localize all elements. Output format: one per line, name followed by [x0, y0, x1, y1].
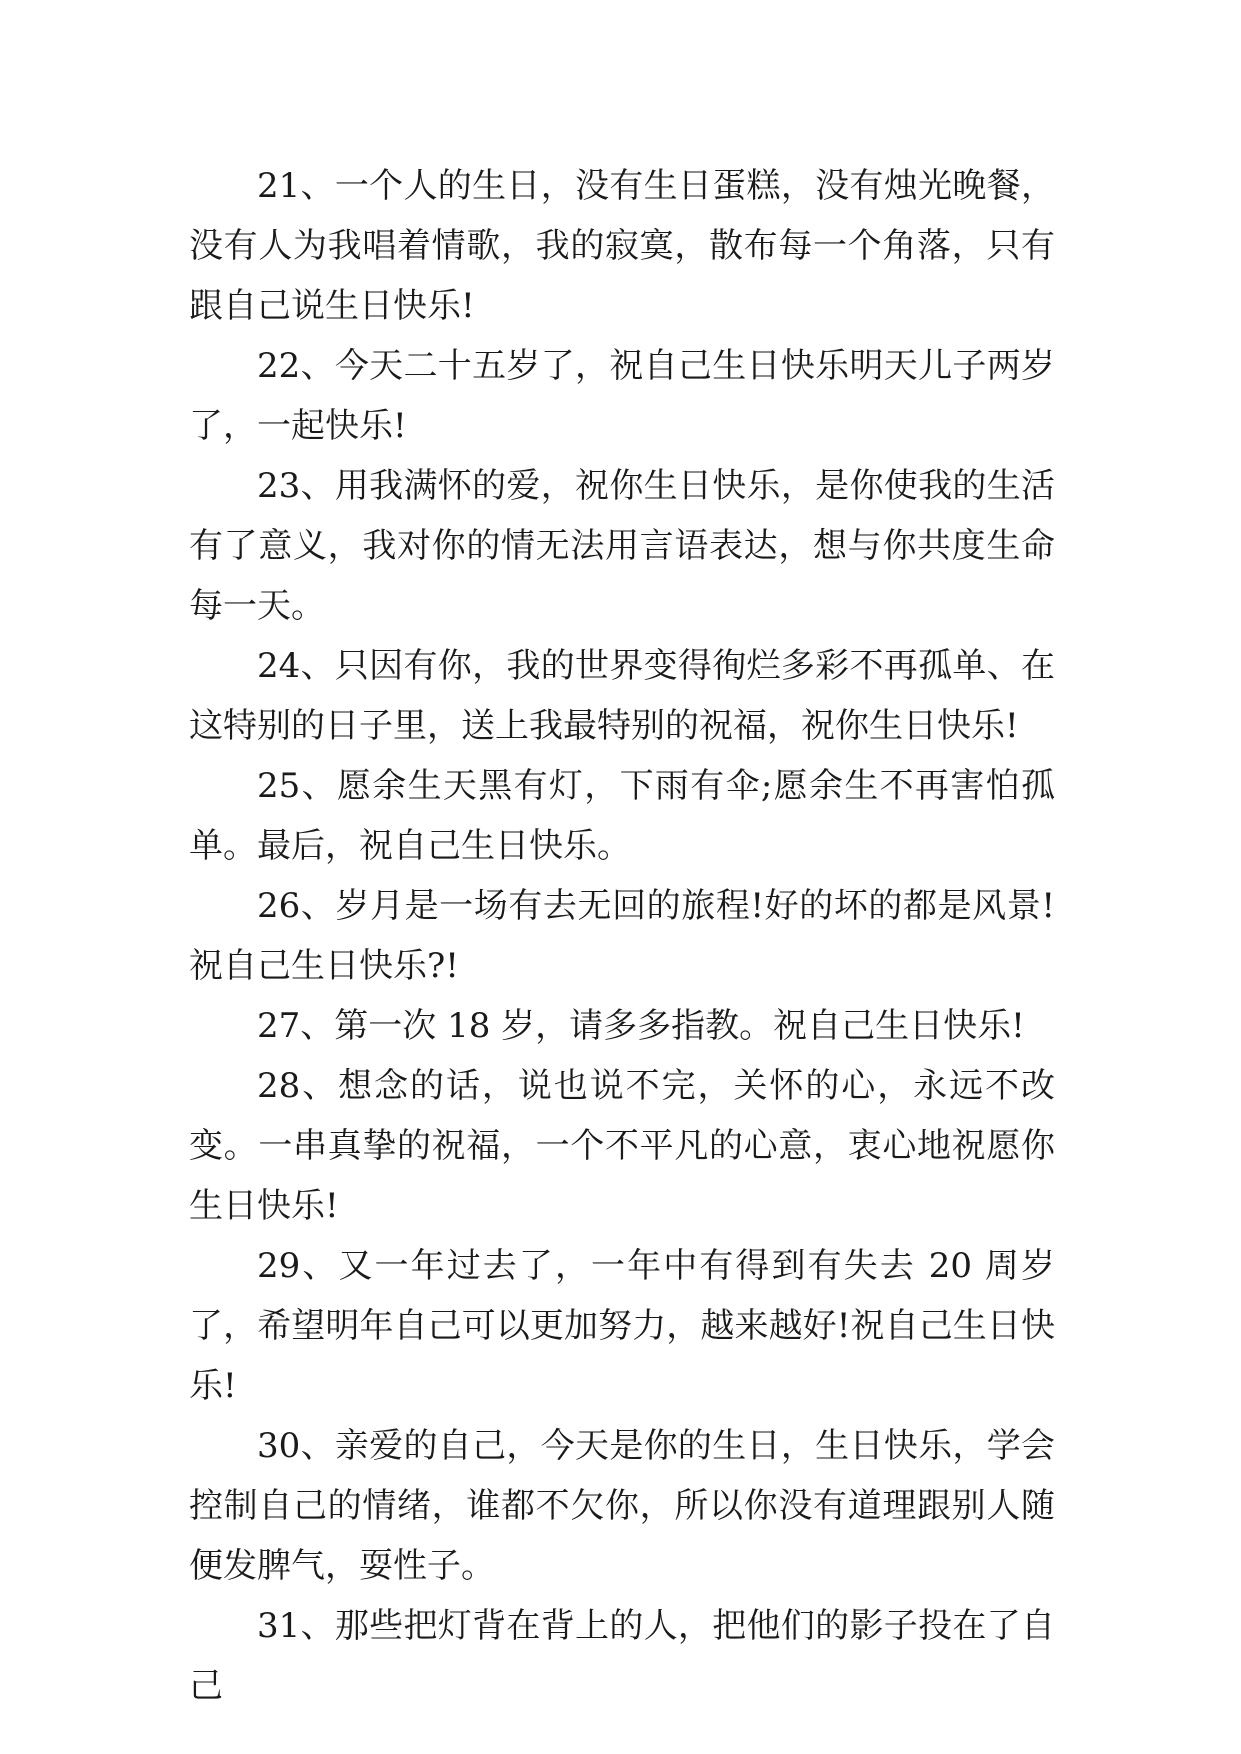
paragraph-28: 28、想念的话，说也说不完，关怀的心，永远不改变。一串真挚的祝福，一个不平凡的心意，衷心地祝愿你生日快乐!	[189, 1066, 1055, 1226]
paragraph-30: 30、亲爱的自己，今天是你的生日，生日快乐，学会控制自己的情绪，谁都不欠你，所以你没有道理跟别人随便发脾气，耍性子。	[189, 1426, 1055, 1586]
document-body	[189, 156, 1055, 1716]
paragraph-21: 21、一个人的生日，没有生日蛋糕，没有烛光晚餐，没有人为我唱着情歌，我的寂寞，散布每一个角落，只有跟自己说生日快乐!	[189, 166, 1055, 326]
paragraph-31: 31、那些把灯背在背上的人，把他们的影子投在了自己	[189, 1606, 1055, 1706]
paragraph-24: 24、只因有你，我的世界变得徇烂多彩不再孤单、在这特别的日子里，送上我最特别的祝福，祝你生日快乐!	[189, 646, 1055, 746]
paragraph-26: 26、岁月是一场有去无回的旅程!好的坏的都是风景!祝自己生日快乐?!	[189, 886, 1055, 986]
paragraph-29: 29、又一年过去了，一年中有得到有失去 20 周岁了，希望明年自己可以更加努力，越来越好!祝自己生日快乐!	[189, 1246, 1055, 1406]
paragraph-22: 22、今天二十五岁了，祝自己生日快乐明天儿子两岁了，一起快乐!	[189, 346, 1055, 446]
paragraph-25: 25、愿余生天黑有灯，下雨有伞;愿余生不再害怕孤单。最后，祝自己生日快乐。	[189, 766, 1055, 866]
paragraph-27: 27、第一次 18 岁，请多多指教。祝自己生日快乐!	[257, 1006, 1025, 1046]
paragraph-23: 23、用我满怀的爱，祝你生日快乐，是你使我的生活有了意义，我对你的情无法用言语表达，想与你共度生命每一天。	[189, 466, 1055, 626]
